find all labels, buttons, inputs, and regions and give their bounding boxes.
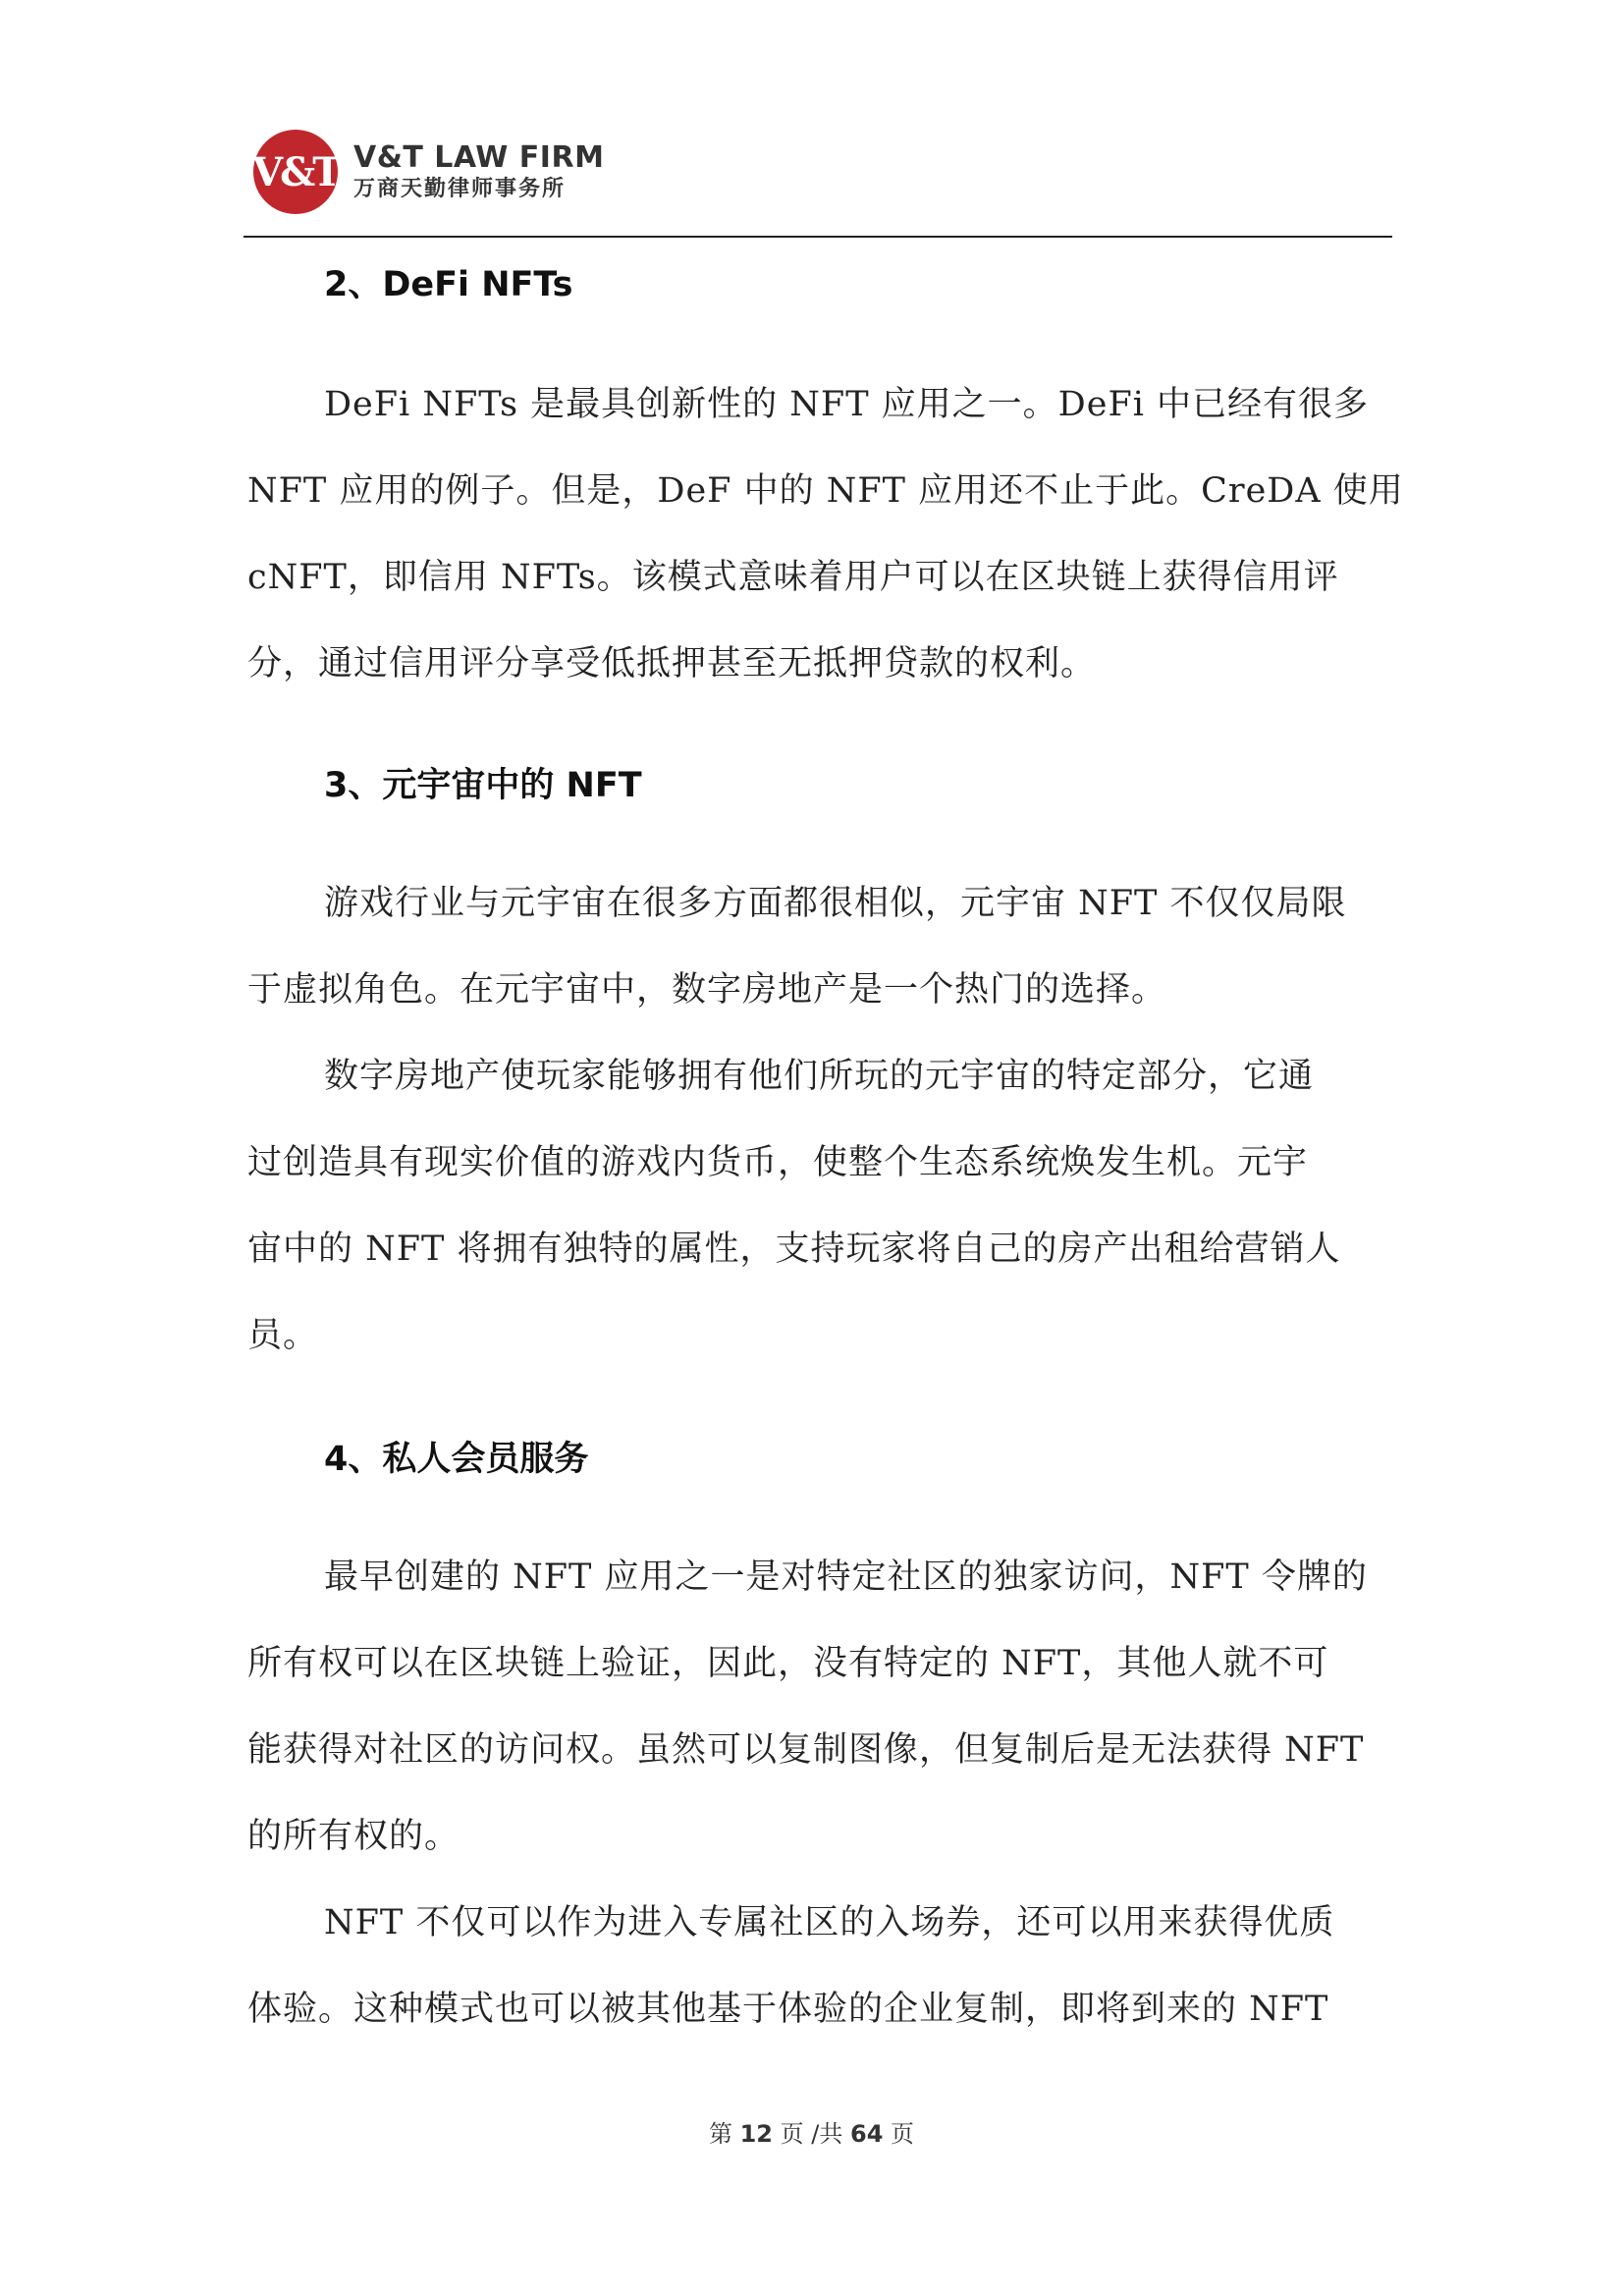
- footer-middle: 页 /共: [780, 2120, 843, 2148]
- firm-logo: [253, 128, 604, 216]
- text-line: 所有权可以在区块链上验证，因此，没有特定的 NFT，其他人就不可: [247, 1644, 1329, 1683]
- text-line: NFT 不仅可以作为进入专属社区的入场券，还可以用来获得优质: [324, 1903, 1335, 1942]
- text-line: DeFi NFTs 是最具创新性的 NFT 应用之一。DeFi 中已经有很多: [324, 385, 1370, 424]
- section-heading-metaverse-nft: 3、元宇宙中的 NFT: [324, 766, 642, 805]
- footer-suffix: 页: [891, 2120, 915, 2148]
- text-line: 数字房地产使玩家能够拥有他们所玩的元宇宙的特定部分，它通: [324, 1057, 1315, 1096]
- paragraph-membership-1: [247, 1534, 1390, 1880]
- firm-name-en: V&T LAW FIRM: [353, 140, 605, 175]
- firm-name-cn: 万商天勤律师事务所: [353, 177, 567, 201]
- text-line: cNFT，即信用 NFTs。该模式意味着用户可以在区块链上获得信用评: [247, 558, 1339, 597]
- page-footer: [0, 2114, 1623, 2149]
- paragraph-defi: [247, 361, 1404, 707]
- text-line: 能获得对社区的访问权。虽然可以复制图像，但复制后是无法获得 NFT: [247, 1730, 1365, 1770]
- text-line: 分，通过信用评分享受低抵押甚至无抵押贷款的权利。: [247, 644, 1097, 683]
- paragraph-metaverse-1: [247, 860, 1390, 1033]
- section-heading-private-membership: 4、私人会员服务: [324, 1440, 589, 1479]
- footer-prefix: 第: [708, 2120, 732, 2148]
- section-heading-defi-nfts: 2、DeFi NFTs: [324, 265, 573, 304]
- text-line: 过创造具有现实价值的游戏内货币，使整个生态系统焕发生机。元宇: [247, 1143, 1309, 1182]
- total-page-count: 64: [850, 2120, 884, 2148]
- text-line: 最早创建的 NFT 应用之一是对特定社区的独家访问，NFT 令牌的: [324, 1558, 1368, 1597]
- logo-text: [353, 140, 604, 203]
- text-line: NFT 应用的例子。但是，DeF 中的 NFT 应用还不止于此。CreDA 使用: [247, 471, 1404, 511]
- current-page-number: 12: [739, 2120, 773, 2148]
- text-line: 宙中的 NFT 将拥有独特的属性，支持玩家将自己的房产出租给营销人: [247, 1230, 1341, 1269]
- header-divider: [243, 236, 1392, 238]
- text-line: 于虚拟角色。在元宇宙中，数字房地产是一个热门的选择。: [247, 970, 1167, 1010]
- text-line: 的所有权的。: [247, 1817, 460, 1856]
- paragraph-membership-2: [247, 1880, 1390, 2052]
- paragraph-metaverse-2: [247, 1033, 1390, 1379]
- vt-logo-mark: V&T: [253, 130, 338, 214]
- text-line: 游戏行业与元宇宙在很多方面都很相似，元宇宙 NFT 不仅仅局限: [324, 884, 1347, 923]
- text-line: 员。: [247, 1316, 319, 1355]
- text-line: 体验。这种模式也可以被其他基于体验的企业复制，即将到来的 NFT: [247, 1990, 1329, 2029]
